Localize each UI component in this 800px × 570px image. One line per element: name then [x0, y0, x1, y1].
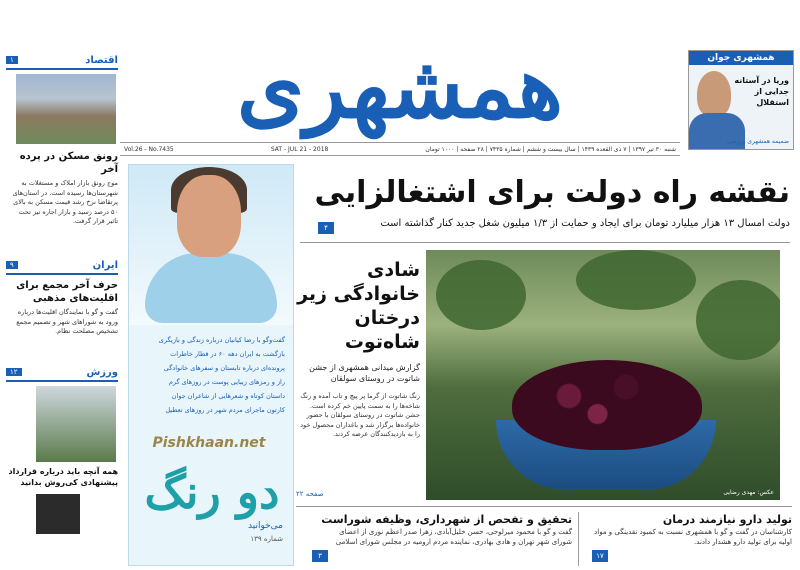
economy-photo [16, 74, 116, 144]
supplement-promo[interactable] [688, 50, 794, 150]
iran-title[interactable]: حرف آخر مجمع برای اقلیت‌های مذهبی [16, 280, 118, 304]
divider [300, 242, 790, 243]
story-title[interactable]: تحقیق و تفحص از شهرداری، وظیفه شوراست [321, 513, 572, 526]
english-date: SAT - JUL 21 - 2018 [270, 146, 329, 153]
contents-item: پرونده‌ای درباره تابستان و سفرهای خانوادگی [163, 364, 285, 372]
economy-section-header[interactable] [6, 52, 118, 70]
supplement-issue: شماره ۱۳۹ [250, 535, 283, 543]
promo-brand: همشهری جوان [689, 51, 793, 65]
contents-item: کارتون ماجرای مردم شهر در روزهای تعطیل [165, 406, 285, 414]
page-number: ۹ [6, 261, 18, 269]
mulberry-photo [426, 250, 780, 500]
date-strip [120, 142, 680, 156]
persian-date: شنبه ۳۰ تیر ۱۳۹۷ | ۷ ذی القعده ۱۴۳۹ | سال بیست و ششم | شماره ۷۴۳۵ | ۲۸ صفحه | ۱۰۰۰ تومان [425, 146, 676, 153]
volume-number: Vol.26 - No.7435 [124, 146, 174, 153]
section-name: اقتصاد [85, 54, 118, 66]
photo-credit: عکس: مهدی رضایی [723, 489, 774, 496]
iran-section-header[interactable] [6, 257, 118, 275]
feature-lead: گزارش میدانی همشهری از جشن شاتوت در روستای سولقان [309, 363, 420, 383]
story-page-badge[interactable]: ۳ [312, 550, 328, 562]
left-column [6, 52, 118, 534]
headline-subtitle: دولت امسال ۱۳ هزار میلیارد تومان برای ایجاد و حمایت از ۱/۳ میلیون شغل جدید کنار گذاشته است [380, 218, 790, 229]
story-page-badge[interactable]: ۱۷ [592, 550, 608, 562]
watermark: Pishkhaan.net [152, 435, 266, 451]
section-name: ایران [92, 259, 118, 271]
column-divider [578, 512, 579, 566]
sport-section-header[interactable] [6, 364, 118, 382]
contents-item: داستان کوتاه و شعرهایی از شاعران جوان [171, 392, 285, 400]
story-body: کارشناسان در گفت و گو با همشهری نسبت به کمبود نقدینگی و مواد اولیه برای تولید دارو هشدار دادند. [594, 528, 792, 546]
feature-body: رنگ شاتوت از گرما پر پیچ و تاب آمده و رنگ شاخه‌ها را به سمت پایین خم کرده است. جشن شاتوت در روستای سولقان با حضور خانواده‌ها برگزار شد و باغداران محصول خود را به بازدیدکنندگان عرضه کردند. [300, 392, 420, 438]
headline-page-badge[interactable]: ۴ [318, 222, 334, 234]
coach-photo [36, 386, 116, 462]
mulberries [512, 360, 702, 450]
bottom-story-council [321, 512, 572, 557]
promo-text: وریا در آستانه جدایی از استقلال [734, 76, 789, 107]
scarf-illustration [145, 253, 277, 323]
main-headline[interactable]: نقشه راه دولت برای اشتغالزایی [314, 175, 790, 210]
sport-title[interactable]: همه آنچه باید درباره قرارداد پیشنهادی کی‌روش بدانید [8, 467, 118, 487]
economy-title[interactable]: رونق مسکن در پرده آخر [19, 151, 118, 175]
player-photo [697, 71, 731, 117]
supplement-sub: می‌خوانید [248, 521, 283, 531]
bottom-left-photo [36, 494, 80, 534]
promo-footer: ضمیمه همشهری ورزشی [726, 138, 789, 145]
economy-body: موج رونق بازار املاک و مستغلات به شهرستان‌ها رسیده است. در استان‌های پرتقاضا نرخ رشد قیمت مسکن به بالای ۵۰ درصد رسید و بازار اجاره نیز تحت تاثیر قرار گرفت. [12, 179, 118, 225]
feature-title[interactable]: شادی خانوادگی زیر درختان شاه‌توت [297, 259, 420, 353]
contents-item: گفت‌وگو با رضا کیانیان درباره زندگی و بازیگری [158, 336, 285, 344]
story-title[interactable]: تولید دارو نیازمند درمان [662, 513, 792, 526]
page-number: ۱ [6, 56, 18, 64]
actor-portrait [177, 175, 241, 257]
iran-body: گفت و گو با نمایندگان اقلیت‌ها درباره ورود به شوراهای شهر و تصمیم مجمع تشخیص مصلحت نظام. [16, 308, 118, 335]
tree-foliage [576, 250, 696, 310]
tree-foliage [696, 280, 780, 360]
tree-foliage [436, 260, 526, 330]
bottom-story-drugs [584, 512, 792, 557]
section-name: ورزش [86, 366, 118, 378]
page-number: ۱۲ [6, 368, 22, 376]
story-body: گفت و گو با محمود میرلوحی، حسن خلیل‌آبادی، زهرا صدر اعظم نوری از اعضای شورای شهر تهران و هادی بهادری، نماینده مردم ارومیه در مجلس شورای اسلامی [335, 528, 572, 546]
supplement-cover[interactable] [128, 164, 294, 566]
newspaper-logo: همشهری [236, 37, 564, 138]
contents-item: بازگشت به ایران دهه ۶۰ در قطار خاطرات [170, 350, 285, 358]
feature-page-ref[interactable]: صفحه ۲۲ [296, 490, 324, 498]
contents-item: راز و رمزهای زیبایی پوست در روزهای گرم [168, 378, 285, 386]
supplement-contents [135, 335, 285, 419]
supplement-brand: دو رنگ [144, 465, 280, 519]
divider [296, 506, 792, 507]
masthead [120, 38, 680, 138]
